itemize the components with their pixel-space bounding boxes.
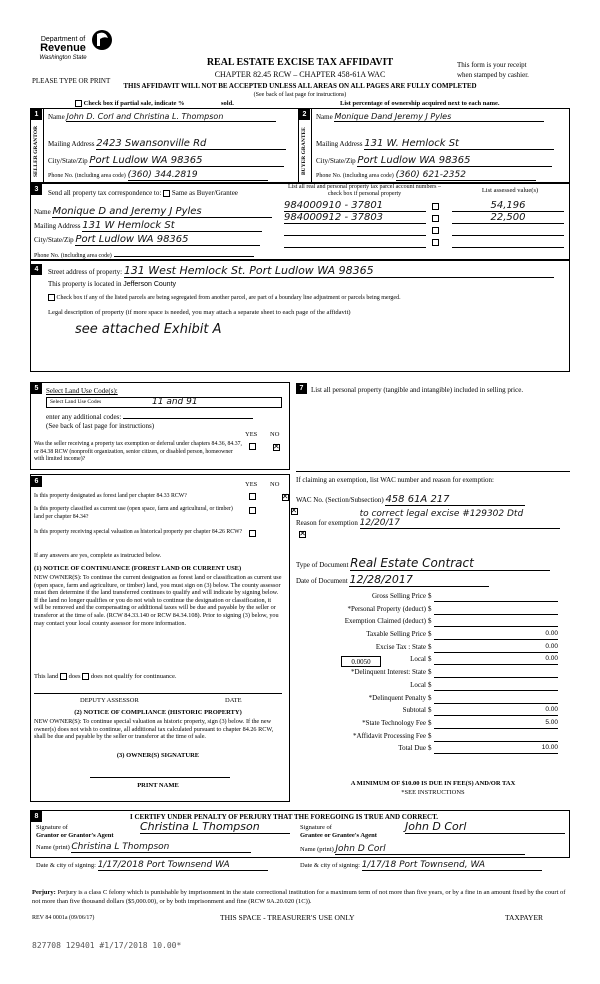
same-as-buyer-checkbox[interactable]	[163, 190, 170, 197]
tax-row-label: Gross Selling Price	[371, 592, 426, 600]
grantor-name-row	[36, 842, 251, 853]
s6-no-header: NO	[270, 481, 280, 488]
dollar-sign: $	[428, 617, 432, 626]
grantee-sig-line1: Signature of	[300, 824, 332, 831]
s6-q1-yes-checkbox[interactable]	[249, 493, 256, 500]
dollar-sign: $	[428, 744, 432, 753]
tax-row-value[interactable]	[434, 732, 558, 742]
partial-sale-label: Check box if partial sale, indicate %	[83, 100, 185, 107]
parcel-number-field[interactable]: 984000912 - 37803	[284, 212, 426, 224]
tax-correspondence-label: Send all property tax correspondence to:	[48, 189, 162, 197]
assessed-value-field[interactable]: 22,500	[452, 212, 564, 224]
s5-no-header: NO	[270, 431, 280, 438]
dollar-sign: $	[428, 655, 432, 664]
county-label: This property is located in	[48, 280, 122, 288]
land-use-see-back: (See back of last page for instructions)	[46, 422, 155, 430]
seller-address-label: Mailing Address	[48, 140, 95, 148]
buyer-grantee-label: BUYER GRANTEE	[301, 127, 307, 175]
agency-line1: Department of	[40, 36, 86, 43]
tax-row	[296, 617, 570, 630]
dollar-sign: $	[428, 668, 432, 677]
correspondence-address-label: Mailing Address	[34, 222, 81, 230]
s6-q1-no-checkbox[interactable]	[282, 494, 289, 501]
seller-name-label: Name	[48, 113, 65, 121]
correspondence-city-label: City/State/Zip	[34, 236, 74, 244]
taxpayer-label: TAXPAYER	[505, 913, 544, 922]
tax-row-label: *Affidavit Processing Fee	[353, 731, 426, 740]
grantee-sig-line2: Grantee or Grantee's Agent	[300, 832, 377, 839]
grantor-sig-line2: Grantor or Grantor's Agent	[36, 832, 114, 839]
receipt-line2: when stamped by cashier.	[457, 71, 529, 79]
parcel-number-field[interactable]: 984000910 - 37801	[284, 200, 426, 212]
legal-description-field[interactable]: see attached Exhibit A	[75, 322, 222, 337]
tax-row	[296, 719, 570, 732]
tax-row	[296, 643, 570, 656]
receipt-note	[457, 60, 529, 80]
section-7-number: 7	[296, 383, 307, 394]
seller-phone-field[interactable]: (360) 344.2819	[128, 170, 268, 181]
legal-description-label: Legal description of property (if more space is needed, you may attach a separate sheet to each page of the affidavit)	[48, 309, 351, 316]
parcel-list	[282, 200, 567, 248]
buyer-address-field[interactable]: 131 W. Hemlock St	[364, 138, 554, 150]
tax-row	[296, 732, 570, 745]
grantee-date-field[interactable]: 1/17/18 Port Townsend, WA	[362, 860, 542, 871]
does-not-label: does not	[90, 673, 113, 680]
tax-row-value[interactable]	[434, 617, 558, 627]
seller-name-row	[48, 112, 295, 122]
perjury-text: Perjury is a class C felony which is punishable by imprisonment in the state correctional institution for a maximum term of not more than five years, or by a fine in an amount fixed by the court of not more than five thousand dollars ($5,000.00), or by both imprisonment and fine (RCW 9A.20.020 (1C)).	[32, 889, 566, 905]
tax-row-label: *Delinquent Penalty	[368, 693, 426, 702]
tax-row-value[interactable]	[434, 592, 558, 602]
tax-row	[296, 668, 570, 681]
s6-q3-no-checkbox[interactable]	[299, 531, 306, 538]
seller-address-field[interactable]: 2423 Swansonville Rd	[96, 138, 286, 150]
grantee-signature-label	[300, 824, 377, 840]
agency-line3: Washington State	[39, 54, 87, 61]
seller-phone-row	[48, 170, 295, 181]
parcel-number-field[interactable]	[284, 224, 426, 236]
buyer-name-row	[316, 112, 568, 122]
correspondence-city-field[interactable]: Port Ludlow WA 98365	[75, 234, 260, 246]
seller-grantor-label: SELLER GRANTOR	[33, 125, 39, 177]
certify-statement: I CERTIFY UNDER PENALTY OF PERJURY THAT THE FOREGOING IS TRUE AND CORRECT.	[130, 813, 439, 821]
tax-row	[296, 630, 570, 643]
tax-row	[296, 694, 570, 707]
form-chapter: CHAPTER 82.45 RCW – CHAPTER 458-61A WAC	[214, 70, 386, 79]
local-rate-box[interactable]: 0.0050	[341, 656, 381, 667]
see-back: (See back of last page for instructions)	[253, 92, 347, 98]
seller-address-row	[48, 138, 295, 150]
segregated-row	[48, 294, 568, 301]
dollar-sign: $	[428, 680, 432, 689]
s6-q2-yes-checkbox[interactable]	[249, 507, 256, 514]
compliance-title: (2) NOTICE OF COMPLIANCE (HISTORIC PROPERTY)	[74, 709, 242, 716]
s5-no-checkbox[interactable]	[273, 444, 280, 451]
agency-seal-icon	[90, 28, 114, 52]
compliance-body: NEW OWNER(S): To continue special valuation as historic property, sign (3) below. If the new owner(s) does not wish to continue, all additional tax calculated pursuant to chapter 84.26 RCW, shall be due and payable by the seller or transferor at the time of sale.	[34, 718, 274, 741]
reason-label: Reason for exemption	[296, 519, 358, 527]
grantee-name-row	[300, 844, 525, 855]
tax-row-label: Total Due	[398, 744, 426, 753]
county-row	[48, 280, 176, 288]
does-not-checkbox[interactable]	[82, 673, 89, 680]
wac-label: WAC No. (Section/Subsection)	[296, 496, 384, 504]
form-revision: REV 84 0001a (09/06/17)	[32, 915, 95, 921]
grantee-date-label: Date & city of signing:	[300, 862, 360, 869]
this-land-label: This land	[34, 673, 59, 680]
tax-correspondence-row	[48, 189, 238, 197]
buyer-address-row	[316, 138, 568, 150]
buyer-city-row	[316, 155, 568, 167]
correspondence-city-row	[34, 234, 279, 246]
street-label: Street address of property:	[48, 268, 123, 276]
perjury-label: Perjury:	[32, 889, 56, 896]
dollar-sign: $	[428, 731, 432, 740]
please-type: PLEASE TYPE OR PRINT	[32, 77, 111, 85]
section-3-number: 3	[31, 184, 42, 195]
tax-row-value[interactable]: 0.00	[434, 643, 558, 653]
doc-type-label: Type of Document	[296, 561, 349, 569]
tax-row	[296, 706, 570, 719]
qualify-label: qualify for continuance.	[114, 673, 177, 680]
buyer-phone-row	[316, 170, 568, 181]
tax-row-value[interactable]	[434, 668, 558, 678]
s5-exemption-question: Was the seller receiving a property tax exemption or deferral under chapters 84.36, 84.37, or 84.38 RCW (nonprofit organization, senior citizen, or disabled person, homeowner with limited income)?	[34, 441, 242, 462]
grantor-sig-line1: Signature of	[36, 824, 68, 831]
tax-calculation	[296, 592, 570, 757]
tax-row	[296, 592, 570, 605]
personal-property-label: List all personal property (tangible and intangible) included in selling price.	[311, 386, 524, 394]
tax-row-value[interactable]	[434, 694, 558, 704]
dollar-sign: $	[428, 718, 432, 727]
tax-row-value[interactable]	[434, 681, 558, 691]
does-label: does	[68, 673, 81, 680]
s5-yes-checkbox[interactable]	[249, 443, 256, 450]
tax-row-label: Local	[410, 680, 426, 689]
segregated-label: Check box if any of the listed parcels are being segregated from another parcel, are part of a boundary line adjustment or parcels being merged.	[56, 294, 401, 301]
personal-property-checkbox[interactable]	[432, 227, 439, 234]
form-warning: THIS AFFIDAVIT WILL NOT BE ACCEPTED UNLESS ALL AREAS ON ALL PAGES ARE FULLY COMPLETED	[123, 82, 477, 90]
correspondence-name-field[interactable]: Monique D and Jeremy J Pyles	[52, 206, 272, 218]
tax-row	[296, 605, 570, 618]
wac-row	[296, 494, 570, 506]
section-2-number: 2	[299, 109, 310, 120]
dollar-sign: $	[428, 642, 432, 651]
pct-list: List percentage of ownership acquired next to each name.	[340, 100, 500, 107]
continuance-body: NEW OWNER(S): To continue the current designation as forest land or classification as current use (open space, farm and agriculture, or timber) land, you must sign on (3) below. The county assessor must then determine if the land transferred continues to qualify and will indicate by signing below. If the land no longer qualifies or you do not wish to continue the designation or classification, it will be removed and the compensating or additional taxes will be due and payable by the seller or transferor at the time of sale. (RCW 84.33.140 or RCW 84.34.108). Prior to signing (3) below, you may contact your local county assessor for more information.	[34, 574, 282, 627]
parcel-row	[282, 236, 567, 248]
seller-phone-label: Phone No. (including area code)	[48, 173, 126, 179]
wac-field[interactable]: 458 61A 217	[385, 494, 525, 506]
tax-row-label: *Personal Property (deduct)	[347, 604, 426, 613]
grantee-name-label: Name (print)	[300, 846, 334, 853]
s6-current-use-question: Is this property classified as current use (open space, farm and agricultural, or timber) land per chapter 84.34?	[34, 506, 233, 520]
exemption-label: If claiming an exemption, list WAC number and reason for exemption:	[296, 476, 494, 484]
continuance-row	[34, 673, 177, 680]
grantor-signature[interactable]: Christina L Thompson	[140, 820, 290, 834]
s6-forest-question: Is this property designated as forest land per chapter 84.33 RCW?	[34, 493, 187, 499]
grantor-date-label: Date & city of signing:	[36, 862, 96, 869]
reason-field[interactable]: to correct legal excise #129302 Dtd 12/20/17	[360, 510, 560, 529]
agency-line2: Revenue	[40, 42, 86, 55]
deputy-assessor-label: DEPUTY ASSESSOR	[80, 697, 139, 704]
parcel-list-header: List all real and personal property tax parcel account numbers – check box if personal property	[288, 184, 441, 197]
grantor-signature-label	[36, 824, 114, 840]
tax-row-value[interactable]	[434, 605, 558, 615]
tax-row-label: Excise Tax : State	[375, 642, 426, 651]
cashier-stamp: 827708 129401 #1/17/2018 10.00*	[32, 941, 182, 950]
correspondence-phone-row	[34, 249, 279, 259]
tax-row-value[interactable]: 0.00	[434, 655, 558, 665]
parcel-row	[282, 200, 567, 212]
additional-codes-label: enter any additional codes:	[46, 413, 122, 421]
grantee-name-field[interactable]: John D Corl	[335, 844, 525, 855]
grantee-date-row	[300, 860, 542, 871]
partial-sale-checkbox[interactable]	[75, 100, 82, 107]
personal-property-checkbox[interactable]	[432, 203, 439, 210]
land-use-codes: 11 and 91	[152, 397, 198, 407]
tax-row	[296, 681, 570, 694]
seller-city-field[interactable]: Port Ludlow WA 98365	[89, 155, 284, 167]
s6-ifany: If any answers are yes, complete as instructed below.	[34, 553, 162, 559]
receipt-line1: This form is your receipt	[457, 61, 527, 69]
doc-date-row	[296, 573, 570, 587]
land-use-select[interactable]	[46, 397, 282, 408]
dollar-sign: $	[428, 604, 432, 613]
see-instructions: *SEE INSTRUCTIONS	[401, 789, 465, 796]
dollar-sign: $	[428, 706, 432, 715]
additional-codes-row	[46, 411, 253, 421]
tax-row	[296, 744, 570, 757]
doc-type-row	[296, 556, 570, 571]
buyer-phone-field[interactable]: (360) 621-2352	[396, 170, 536, 181]
buyer-phone-label: Phone No. (including area code)	[316, 173, 394, 179]
section-6-number: 6	[31, 476, 42, 487]
segregated-checkbox[interactable]	[48, 294, 55, 301]
correspondence-name-label: Name	[34, 208, 51, 216]
additional-codes-field[interactable]	[123, 411, 253, 419]
doc-date-field[interactable]: 12/28/2017	[349, 573, 489, 587]
buyer-city-field[interactable]: Port Ludlow WA 98365	[357, 155, 552, 167]
tax-row-label: Taxable Selling Price	[366, 630, 426, 639]
section-5-number: 5	[31, 383, 42, 394]
agency-logo	[28, 36, 98, 61]
county-value: Jefferson County	[123, 281, 177, 288]
tax-row	[296, 655, 570, 668]
tax-row-value[interactable]: 5.00	[434, 719, 558, 729]
parcel-row	[282, 224, 567, 236]
grantee-signature[interactable]: John D Corl	[405, 820, 565, 834]
correspondence-name-row	[34, 206, 279, 218]
tax-row-value[interactable]: 10.00	[434, 744, 558, 754]
assessed-value-field[interactable]	[452, 224, 564, 236]
land-use-select-text: Select Land Use Codes	[50, 399, 102, 405]
tax-row-value[interactable]: 0.00	[434, 706, 558, 716]
buyer-name-label: Name	[316, 113, 333, 121]
owner-signature-label: (3) OWNER(S) SIGNATURE	[116, 752, 200, 759]
grantor-date-field[interactable]: 1/17/2018 Port Townsend WA	[98, 860, 268, 871]
tax-row-label: Local	[410, 655, 426, 664]
buyer-address-label: Mailing Address	[316, 140, 363, 148]
assessed-value-field[interactable]	[452, 236, 564, 248]
owner-signature-line[interactable]	[90, 777, 230, 778]
correspondence-address-field[interactable]: 131 W Hemlock St	[82, 220, 262, 232]
continuance-title: (1) NOTICE OF CONTINUANCE (FOREST LAND OR CURRENT USE)	[34, 565, 242, 572]
seller-city-row	[48, 155, 295, 167]
tax-row-label: Exemption Claimed (deduct)	[344, 617, 426, 626]
reason-row	[296, 510, 570, 529]
street-row	[48, 264, 568, 278]
tax-row-value[interactable]: 0.00	[434, 630, 558, 640]
doc-date-label: Date of Document	[296, 577, 348, 585]
assessed-value-field[interactable]: 54,196	[452, 200, 564, 212]
tax-row-label: Subtotal	[402, 706, 426, 715]
section-4-number: 4	[31, 264, 42, 275]
parcel-number-field[interactable]	[284, 236, 426, 248]
correspondence-phone-field[interactable]	[114, 249, 254, 257]
print-name-label: PRINT NAME	[137, 782, 179, 789]
correspondence-address-row	[34, 220, 279, 232]
parcel-row	[282, 212, 567, 224]
seller-name-field[interactable]: John D. Corl and Christina L. Thompson	[66, 112, 276, 122]
treasurer-use: THIS SPACE - TREASURER'S USE ONLY	[220, 913, 355, 922]
grantor-date-row	[36, 860, 268, 871]
partial-sale	[75, 100, 185, 107]
personal-property-checkbox[interactable]	[432, 239, 439, 246]
buyer-city-label: City/State/Zip	[316, 157, 356, 165]
s6-historic-question: Is this property receiving special valuation as historical property per chapter 84.26 RCW?	[34, 529, 243, 535]
form-title: REAL ESTATE EXCISE TAX AFFIDAVIT	[206, 57, 394, 68]
s5-yes-header: YES	[245, 431, 258, 438]
perjury-statement	[32, 888, 572, 906]
land-use-label: Select Land Use Code(s):	[46, 387, 118, 395]
grantor-name-label: Name (print)	[36, 844, 70, 851]
seller-city-label: City/State/Zip	[48, 157, 88, 165]
buyer-name-field[interactable]: Monique Dand Jeremy J Pyles	[334, 112, 544, 122]
correspondence-phone-label: Phone No. (including area code)	[34, 253, 112, 259]
tax-row-label: *State Technology Fee	[362, 718, 426, 727]
same-as-buyer-label: Same as Buyer/Grantee	[171, 189, 238, 197]
tax-row-label: *Delinquent Interest: State	[350, 668, 426, 677]
s6-yes-header: YES	[245, 481, 258, 488]
section-1-number: 1	[31, 109, 42, 120]
section-8-number: 8	[31, 811, 42, 822]
assessed-header: List assessed value(s)	[481, 187, 539, 194]
grantor-name-field[interactable]: Christina L Thompson	[71, 842, 251, 853]
sold-label: sold.	[221, 100, 234, 107]
street-field[interactable]: 131 West Hemlock St. Port Ludlow WA 98365	[124, 264, 554, 278]
s6-q3-yes-checkbox[interactable]	[249, 530, 256, 537]
minimum-due: A MINIMUM OF $10.00 IS DUE IN FEE(S) AND/OR TAX	[350, 780, 516, 787]
does-checkbox[interactable]	[60, 673, 67, 680]
dollar-sign: $	[428, 630, 432, 639]
doc-type-field[interactable]: Real Estate Contract	[350, 556, 550, 571]
deputy-date-label: DATE	[225, 697, 242, 704]
dollar-sign: $	[428, 693, 432, 702]
dollar-sign: $	[428, 592, 432, 600]
personal-property-checkbox[interactable]	[432, 215, 439, 222]
